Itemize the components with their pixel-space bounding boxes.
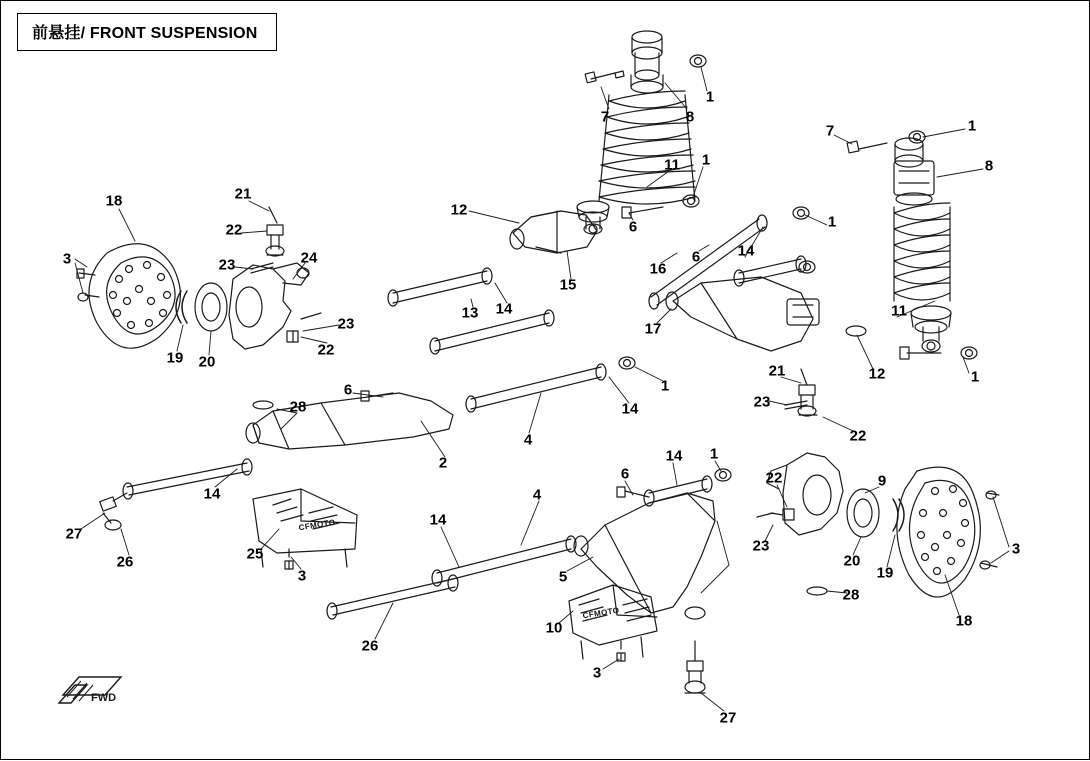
callout-6-right-lower: 6: [620, 465, 630, 483]
callout-7-upper-left: 7: [600, 108, 610, 126]
brake-disc-left: [89, 244, 180, 348]
brake-disc-right: [897, 467, 980, 597]
bolt-3-skidplate-right: [617, 641, 625, 661]
callout-3-left: 3: [62, 250, 72, 268]
spacer-tube-4-right: [432, 536, 576, 586]
steering-knuckle-left: [229, 263, 309, 349]
callout-6-upper: 6: [628, 218, 638, 236]
callout-10: 10: [545, 619, 563, 637]
callout-11-right: 11: [891, 302, 907, 320]
callout-20-right: 20: [843, 552, 861, 570]
ball-joint-21-right: [798, 369, 817, 416]
spacer-tube-13: [388, 268, 492, 306]
callout-18-left: 18: [105, 192, 123, 210]
washer-28-right: [807, 587, 827, 595]
callout-1-upper-left: 1: [705, 88, 715, 106]
callout-21-right: 21: [768, 362, 786, 380]
callout-17: 17: [644, 320, 662, 338]
callout-1-arm-right: 1: [827, 213, 837, 231]
callout-14-left-lower: 14: [621, 400, 639, 418]
ball-joint-21-left: [266, 207, 284, 256]
bolt-3-right: [980, 491, 999, 569]
callout-25: 25: [246, 545, 264, 563]
brand-mark-skidplate-left: CFMOTO: [298, 517, 336, 533]
callout-24: 24: [300, 249, 318, 267]
callout-1-left-lower: 1: [660, 377, 670, 395]
callout-15: 15: [559, 276, 577, 294]
callout-19-right: 19: [876, 564, 894, 582]
callout-1-shock-left: 1: [701, 151, 711, 169]
bolt-7-left: [585, 71, 624, 83]
callout-4-right: 4: [532, 486, 542, 504]
leader-lines: [75, 67, 1009, 711]
callout-12-right: 12: [868, 365, 886, 383]
callout-14-right-lower: 14: [665, 447, 683, 465]
callout-23-hub-right: 23: [752, 537, 770, 555]
callout-19-left: 19: [166, 349, 184, 367]
callout-6-left-lower: 6: [343, 381, 353, 399]
snap-ring-19-right: [893, 499, 904, 531]
callout-1-upper-right: 1: [967, 117, 977, 135]
callout-4-left: 4: [523, 431, 533, 449]
callout-3-lower-right: 3: [592, 664, 602, 682]
callout-12-left: 12: [450, 201, 468, 219]
spacer-tube-14c: [734, 256, 806, 286]
spacer-tube-14-right-lower: [644, 476, 712, 506]
callout-11-left: 11: [664, 156, 680, 174]
skid-plate-10: [569, 585, 657, 659]
nut-1-arm-left-lower: [619, 357, 635, 369]
ball-joint-27-lower-right: [685, 641, 705, 693]
callout-1-right-lower: 1: [709, 445, 719, 463]
callout-23-right: 23: [753, 393, 771, 411]
snap-ring-19-left: [176, 291, 187, 323]
callout-14-lower: 14: [429, 511, 447, 529]
callout-28-left: 28: [289, 398, 307, 416]
callout-28-right: 28: [842, 586, 860, 604]
callout-2: 2: [438, 454, 448, 472]
callout-13: 13: [461, 304, 479, 322]
nut-1-right-lower: [715, 469, 731, 481]
nut-22-knuckle-right: [757, 509, 794, 520]
upper-control-arm-right: [666, 277, 819, 351]
cotter-pin-23-left: [251, 263, 273, 273]
callout-27-lower-right: 27: [719, 709, 737, 727]
lower-control-arm-left: [246, 393, 453, 449]
shock-absorber-left: [577, 31, 695, 234]
shock-absorber-right: [894, 138, 951, 352]
upper-control-arm-left: [510, 211, 597, 253]
callout-14-upper-left: 14: [495, 300, 513, 318]
callout-23-knuckle-left: 23: [337, 315, 355, 333]
cotter-pin-23-right: [785, 401, 807, 409]
callout-23-left: 23: [218, 256, 236, 274]
bolt-3-left: [77, 269, 99, 301]
bolt-7-right: [847, 141, 887, 153]
callout-9: 9: [877, 472, 887, 490]
washer-28-left: [253, 401, 273, 409]
wheel-bearing-20-left: [195, 283, 227, 331]
front-suspension-exploded-drawing: [1, 1, 1090, 761]
callout-8-upper-left: 8: [685, 108, 695, 126]
callout-22-right: 22: [849, 427, 867, 445]
callout-22-knuckle-left: 22: [317, 341, 335, 359]
steering-knuckle-right: [767, 453, 843, 535]
bolt-6-right-lower: [617, 487, 649, 497]
tie-rod-26-left: [100, 459, 252, 530]
callout-16: 16: [649, 260, 667, 278]
callout-18-right: 18: [955, 612, 973, 630]
callout-5: 5: [558, 568, 568, 586]
callout-3-skidplate: 3: [297, 567, 307, 585]
callout-7-upper-right: 7: [825, 122, 835, 140]
callout-26-left: 26: [116, 553, 134, 571]
fwd-badge: [57, 673, 129, 709]
callout-22-left: 22: [225, 221, 243, 239]
brand-mark-skidplate-right: CFMOTO: [582, 605, 620, 621]
wheel-bearing-20-right: [847, 489, 879, 537]
fwd-badge-label: FWD: [91, 692, 117, 704]
callout-1-shock-right: 1: [970, 368, 980, 386]
tie-rod-26-lower: [327, 575, 458, 619]
callout-27-left: 27: [65, 525, 83, 543]
callout-14-tierod-left: 14: [203, 485, 221, 503]
callout-3-right: 3: [1011, 540, 1021, 558]
callout-8-upper-right: 8: [984, 157, 994, 175]
page-title: 前悬挂/ FRONT SUSPENSION: [17, 13, 277, 51]
callout-26-lower: 26: [361, 637, 379, 655]
callout-21-left: 21: [234, 185, 252, 203]
bushing-12-right: [846, 326, 866, 336]
spacer-tube-4-left: [466, 364, 606, 412]
callout-6-upper-right: 6: [691, 248, 701, 266]
spacer-tube-14a: [430, 310, 554, 354]
callout-14-upper-right: 14: [737, 242, 755, 260]
nut-1-upper-left: [690, 55, 706, 67]
callout-20-left: 20: [198, 353, 216, 371]
callout-22-hub-right: 22: [765, 469, 783, 487]
